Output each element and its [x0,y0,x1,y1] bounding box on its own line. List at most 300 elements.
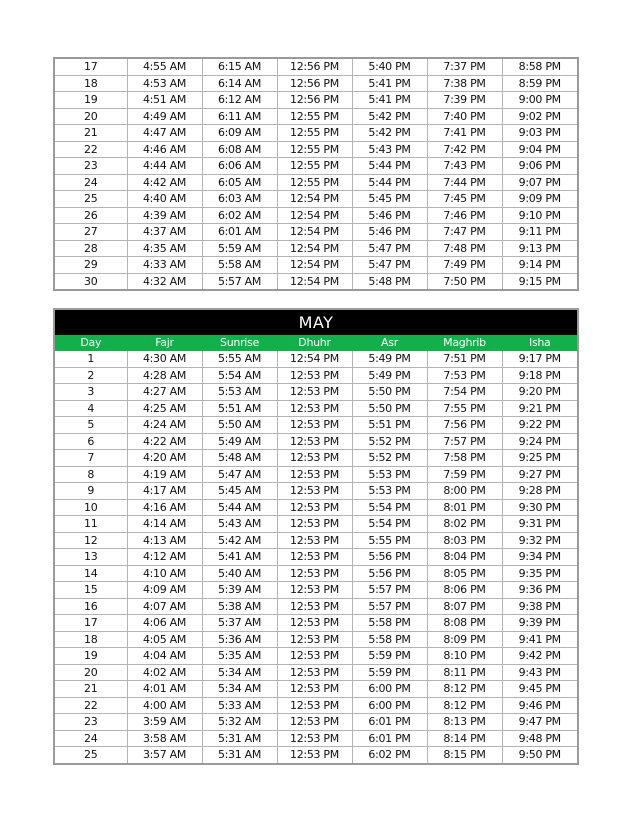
asr-cell: 6:02 PM [352,747,427,764]
sunrise-cell: 5:36 AM [202,631,277,648]
table-row [54,174,578,191]
fajr-cell: 4:24 AM [127,417,202,434]
table-row [54,483,578,500]
maghrib-cell: 8:08 PM [427,615,502,632]
dhuhr-cell: 12:53 PM [277,697,352,714]
maghrib-cell: 8:07 PM [427,598,502,615]
fajr-cell: 3:59 AM [127,714,202,731]
maghrib-cell: 7:57 PM [427,433,502,450]
asr-cell: 5:58 PM [352,615,427,632]
maghrib-cell: 8:04 PM [427,549,502,566]
fajr-cell: 4:06 AM [127,615,202,632]
maghrib-cell: 7:44 PM [427,174,502,191]
fajr-cell: 4:44 AM [127,158,202,175]
isha-cell: 9:39 PM [502,615,578,632]
fajr-cell: 4:55 AM [127,58,202,75]
sunrise-cell: 5:49 AM [202,433,277,450]
day-cell: 13 [54,549,127,566]
fajr-cell: 4:28 AM [127,367,202,384]
dhuhr-cell: 12:53 PM [277,565,352,582]
dhuhr-cell: 12:55 PM [277,174,352,191]
dhuhr-cell: 12:55 PM [277,125,352,142]
sunrise-cell: 6:05 AM [202,174,277,191]
sunrise-cell: 5:34 AM [202,664,277,681]
asr-cell: 5:52 PM [352,450,427,467]
dhuhr-cell: 12:53 PM [277,384,352,401]
dhuhr-cell: 12:53 PM [277,747,352,764]
isha-cell: 9:42 PM [502,648,578,665]
asr-cell: 6:00 PM [352,681,427,698]
dhuhr-cell: 12:53 PM [277,664,352,681]
asr-cell: 5:54 PM [352,499,427,516]
maghrib-cell: 8:05 PM [427,565,502,582]
day-cell: 22 [54,141,127,158]
dhuhr-cell: 12:53 PM [277,631,352,648]
table-row [54,257,578,274]
sunrise-cell: 5:42 AM [202,532,277,549]
maghrib-cell: 8:06 PM [427,582,502,599]
maghrib-cell: 7:45 PM [427,191,502,208]
fajr-cell: 4:01 AM [127,681,202,698]
day-cell: 22 [54,697,127,714]
fajr-cell: 4:49 AM [127,108,202,125]
day-cell: 4 [54,400,127,417]
table-row [54,615,578,632]
isha-cell: 9:30 PM [502,499,578,516]
maghrib-cell: 8:02 PM [427,516,502,533]
table-row [54,417,578,434]
table-row [54,158,578,175]
maghrib-cell: 7:58 PM [427,450,502,467]
table-row [54,433,578,450]
isha-cell: 9:09 PM [502,191,578,208]
asr-cell: 5:57 PM [352,598,427,615]
fajr-cell: 4:22 AM [127,433,202,450]
day-cell: 26 [54,207,127,224]
fajr-cell: 4:12 AM [127,549,202,566]
isha-cell: 9:18 PM [502,367,578,384]
asr-cell: 5:49 PM [352,351,427,368]
may-rows [54,351,578,764]
day-cell: 9 [54,483,127,500]
asr-cell: 5:53 PM [352,466,427,483]
sunrise-cell: 5:40 AM [202,565,277,582]
dhuhr-cell: 12:54 PM [277,224,352,241]
table-row [54,240,578,257]
sunrise-cell: 5:41 AM [202,549,277,566]
maghrib-cell: 7:55 PM [427,400,502,417]
isha-cell: 9:36 PM [502,582,578,599]
table-row [54,714,578,731]
isha-cell: 9:47 PM [502,714,578,731]
sunrise-cell: 5:50 AM [202,417,277,434]
fajr-cell: 4:46 AM [127,141,202,158]
fajr-cell: 4:30 AM [127,351,202,368]
sunrise-cell: 5:51 AM [202,400,277,417]
sunrise-cell: 6:11 AM [202,108,277,125]
maghrib-cell: 7:40 PM [427,108,502,125]
dhuhr-cell: 12:53 PM [277,730,352,747]
dhuhr-cell: 12:53 PM [277,367,352,384]
day-cell: 21 [54,125,127,142]
isha-cell: 9:11 PM [502,224,578,241]
fajr-cell: 4:10 AM [127,565,202,582]
dhuhr-cell: 12:54 PM [277,207,352,224]
isha-cell: 9:13 PM [502,240,578,257]
maghrib-cell: 7:43 PM [427,158,502,175]
isha-cell: 8:58 PM [502,58,578,75]
day-cell: 8 [54,466,127,483]
day-cell: 18 [54,75,127,92]
fajr-cell: 4:51 AM [127,92,202,109]
day-cell: 15 [54,582,127,599]
table-row [54,191,578,208]
isha-cell: 9:35 PM [502,565,578,582]
month-title-row [54,309,578,335]
asr-cell: 5:43 PM [352,141,427,158]
dhuhr-cell: 12:53 PM [277,549,352,566]
isha-cell: 9:34 PM [502,549,578,566]
asr-cell: 5:42 PM [352,108,427,125]
header-day: Day [54,335,127,351]
fajr-cell: 4:02 AM [127,664,202,681]
asr-cell: 5:57 PM [352,582,427,599]
maghrib-cell: 8:11 PM [427,664,502,681]
sunrise-cell: 5:59 AM [202,240,277,257]
table-row [54,499,578,516]
maghrib-cell: 8:09 PM [427,631,502,648]
maghrib-cell: 8:03 PM [427,532,502,549]
dhuhr-cell: 12:55 PM [277,141,352,158]
sunrise-cell: 5:53 AM [202,384,277,401]
fajr-cell: 4:37 AM [127,224,202,241]
asr-cell: 5:52 PM [352,433,427,450]
asr-cell: 5:50 PM [352,400,427,417]
day-cell: 16 [54,598,127,615]
day-cell: 17 [54,58,127,75]
isha-cell: 9:24 PM [502,433,578,450]
isha-cell: 9:27 PM [502,466,578,483]
table-row [54,532,578,549]
table-row [54,697,578,714]
asr-cell: 5:45 PM [352,191,427,208]
maghrib-cell: 7:37 PM [427,58,502,75]
isha-cell: 9:48 PM [502,730,578,747]
dhuhr-cell: 12:53 PM [277,499,352,516]
fajr-cell: 4:20 AM [127,450,202,467]
day-cell: 17 [54,615,127,632]
isha-cell: 9:02 PM [502,108,578,125]
dhuhr-cell: 12:54 PM [277,351,352,368]
isha-cell: 9:17 PM [502,351,578,368]
table-row [54,681,578,698]
day-cell: 14 [54,565,127,582]
day-cell: 25 [54,191,127,208]
sunrise-cell: 5:32 AM [202,714,277,731]
sunrise-cell: 5:37 AM [202,615,277,632]
sunrise-cell: 5:48 AM [202,450,277,467]
sunrise-cell: 5:54 AM [202,367,277,384]
isha-cell: 9:15 PM [502,273,578,290]
dhuhr-cell: 12:53 PM [277,648,352,665]
asr-cell: 5:41 PM [352,92,427,109]
sunrise-cell: 6:02 AM [202,207,277,224]
maghrib-cell: 7:48 PM [427,240,502,257]
dhuhr-cell: 12:53 PM [277,598,352,615]
dhuhr-cell: 12:53 PM [277,615,352,632]
table-row [54,631,578,648]
dhuhr-cell: 12:56 PM [277,92,352,109]
table-row [54,598,578,615]
maghrib-cell: 7:47 PM [427,224,502,241]
fajr-cell: 4:04 AM [127,648,202,665]
dhuhr-cell: 12:53 PM [277,400,352,417]
dhuhr-cell: 12:53 PM [277,681,352,698]
sunrise-cell: 5:31 AM [202,730,277,747]
table-row [54,400,578,417]
day-cell: 19 [54,648,127,665]
asr-cell: 5:54 PM [352,516,427,533]
dhuhr-cell: 12:54 PM [277,273,352,290]
sunrise-cell: 5:33 AM [202,697,277,714]
sunrise-cell: 6:09 AM [202,125,277,142]
dhuhr-cell: 12:53 PM [277,532,352,549]
table-row [54,351,578,368]
asr-cell: 5:51 PM [352,417,427,434]
asr-cell: 5:47 PM [352,240,427,257]
asr-cell: 5:47 PM [352,257,427,274]
table-row [54,273,578,290]
header-sunrise: Sunrise [202,335,277,351]
dhuhr-cell: 12:55 PM [277,108,352,125]
maghrib-cell: 8:13 PM [427,714,502,731]
day-cell: 1 [54,351,127,368]
day-cell: 27 [54,224,127,241]
table-row [54,125,578,142]
sunrise-cell: 5:35 AM [202,648,277,665]
maghrib-cell: 7:42 PM [427,141,502,158]
isha-cell: 9:41 PM [502,631,578,648]
isha-cell: 9:50 PM [502,747,578,764]
asr-cell: 5:55 PM [352,532,427,549]
column-header-row [54,335,578,351]
isha-cell: 9:38 PM [502,598,578,615]
fajr-cell: 4:40 AM [127,191,202,208]
isha-cell: 9:20 PM [502,384,578,401]
isha-cell: 9:32 PM [502,532,578,549]
may-timetable [53,308,579,765]
day-cell: 23 [54,714,127,731]
isha-cell: 9:43 PM [502,664,578,681]
day-cell: 25 [54,747,127,764]
maghrib-cell: 7:53 PM [427,367,502,384]
table-row [54,664,578,681]
day-cell: 30 [54,273,127,290]
maghrib-cell: 7:49 PM [427,257,502,274]
table-row [54,75,578,92]
day-cell: 7 [54,450,127,467]
dhuhr-cell: 12:53 PM [277,433,352,450]
isha-cell: 9:04 PM [502,141,578,158]
sunrise-cell: 6:01 AM [202,224,277,241]
day-cell: 21 [54,681,127,698]
maghrib-cell: 7:41 PM [427,125,502,142]
fajr-cell: 4:00 AM [127,697,202,714]
day-cell: 12 [54,532,127,549]
maghrib-cell: 7:50 PM [427,273,502,290]
dhuhr-cell: 12:53 PM [277,417,352,434]
dhuhr-cell: 12:54 PM [277,191,352,208]
table-row [54,141,578,158]
maghrib-cell: 7:56 PM [427,417,502,434]
day-cell: 23 [54,158,127,175]
sunrise-cell: 5:38 AM [202,598,277,615]
sunrise-cell: 5:43 AM [202,516,277,533]
day-cell: 24 [54,730,127,747]
asr-cell: 5:50 PM [352,384,427,401]
fajr-cell: 4:47 AM [127,125,202,142]
dhuhr-cell: 12:53 PM [277,483,352,500]
table-row [54,450,578,467]
fajr-cell: 4:25 AM [127,400,202,417]
day-cell: 11 [54,516,127,533]
asr-cell: 5:56 PM [352,549,427,566]
april-rows [54,58,578,290]
sunrise-cell: 5:44 AM [202,499,277,516]
sunrise-cell: 6:03 AM [202,191,277,208]
day-cell: 19 [54,92,127,109]
dhuhr-cell: 12:53 PM [277,714,352,731]
fajr-cell: 4:17 AM [127,483,202,500]
fajr-cell: 4:33 AM [127,257,202,274]
maghrib-cell: 8:10 PM [427,648,502,665]
month-title: MAY [54,309,578,335]
april-timetable [53,57,579,291]
fajr-cell: 3:57 AM [127,747,202,764]
sunrise-cell: 6:08 AM [202,141,277,158]
asr-cell: 5:58 PM [352,631,427,648]
asr-cell: 5:53 PM [352,483,427,500]
sunrise-cell: 6:15 AM [202,58,277,75]
header-maghrib: Maghrib [427,335,502,351]
fajr-cell: 4:14 AM [127,516,202,533]
maghrib-cell: 8:14 PM [427,730,502,747]
fajr-cell: 4:35 AM [127,240,202,257]
isha-cell: 9:25 PM [502,450,578,467]
asr-cell: 5:44 PM [352,174,427,191]
asr-cell: 5:56 PM [352,565,427,582]
sunrise-cell: 6:14 AM [202,75,277,92]
dhuhr-cell: 12:55 PM [277,158,352,175]
table-row [54,108,578,125]
isha-cell: 9:06 PM [502,158,578,175]
maghrib-cell: 7:39 PM [427,92,502,109]
day-cell: 29 [54,257,127,274]
table-row [54,549,578,566]
day-cell: 20 [54,664,127,681]
header-asr: Asr [352,335,427,351]
day-cell: 28 [54,240,127,257]
sunrise-cell: 6:12 AM [202,92,277,109]
dhuhr-cell: 12:56 PM [277,75,352,92]
header-fajr: Fajr [127,335,202,351]
isha-cell: 9:21 PM [502,400,578,417]
maghrib-cell: 8:15 PM [427,747,502,764]
asr-cell: 6:01 PM [352,714,427,731]
fajr-cell: 4:39 AM [127,207,202,224]
table-row [54,384,578,401]
isha-cell: 8:59 PM [502,75,578,92]
asr-cell: 5:44 PM [352,158,427,175]
table-row [54,367,578,384]
maghrib-cell: 7:51 PM [427,351,502,368]
table-row [54,730,578,747]
asr-cell: 5:46 PM [352,207,427,224]
dhuhr-cell: 12:53 PM [277,450,352,467]
asr-cell: 5:46 PM [352,224,427,241]
maghrib-cell: 8:01 PM [427,499,502,516]
sunrise-cell: 5:34 AM [202,681,277,698]
isha-cell: 9:10 PM [502,207,578,224]
table-row [54,466,578,483]
sunrise-cell: 5:31 AM [202,747,277,764]
isha-cell: 9:03 PM [502,125,578,142]
fajr-cell: 4:19 AM [127,466,202,483]
dhuhr-cell: 12:56 PM [277,58,352,75]
isha-cell: 9:14 PM [502,257,578,274]
day-cell: 5 [54,417,127,434]
asr-cell: 5:48 PM [352,273,427,290]
day-cell: 6 [54,433,127,450]
day-cell: 18 [54,631,127,648]
sunrise-cell: 5:45 AM [202,483,277,500]
asr-cell: 5:40 PM [352,58,427,75]
maghrib-cell: 8:00 PM [427,483,502,500]
asr-cell: 5:49 PM [352,367,427,384]
sunrise-cell: 5:55 AM [202,351,277,368]
dhuhr-cell: 12:53 PM [277,466,352,483]
fajr-cell: 4:07 AM [127,598,202,615]
maghrib-cell: 8:12 PM [427,697,502,714]
isha-cell: 9:00 PM [502,92,578,109]
fajr-cell: 4:42 AM [127,174,202,191]
table-row [54,207,578,224]
fajr-cell: 4:32 AM [127,273,202,290]
asr-cell: 5:41 PM [352,75,427,92]
maghrib-cell: 7:38 PM [427,75,502,92]
fajr-cell: 3:58 AM [127,730,202,747]
sunrise-cell: 5:57 AM [202,273,277,290]
fajr-cell: 4:05 AM [127,631,202,648]
maghrib-cell: 7:46 PM [427,207,502,224]
isha-cell: 9:31 PM [502,516,578,533]
fajr-cell: 4:13 AM [127,532,202,549]
sunrise-cell: 5:39 AM [202,582,277,599]
asr-cell: 6:00 PM [352,697,427,714]
isha-cell: 9:07 PM [502,174,578,191]
dhuhr-cell: 12:54 PM [277,257,352,274]
day-cell: 24 [54,174,127,191]
day-cell: 3 [54,384,127,401]
table-row [54,648,578,665]
maghrib-cell: 7:54 PM [427,384,502,401]
table-row [54,92,578,109]
table-row [54,582,578,599]
maghrib-cell: 8:12 PM [427,681,502,698]
asr-cell: 5:59 PM [352,664,427,681]
sunrise-cell: 5:58 AM [202,257,277,274]
asr-cell: 6:01 PM [352,730,427,747]
